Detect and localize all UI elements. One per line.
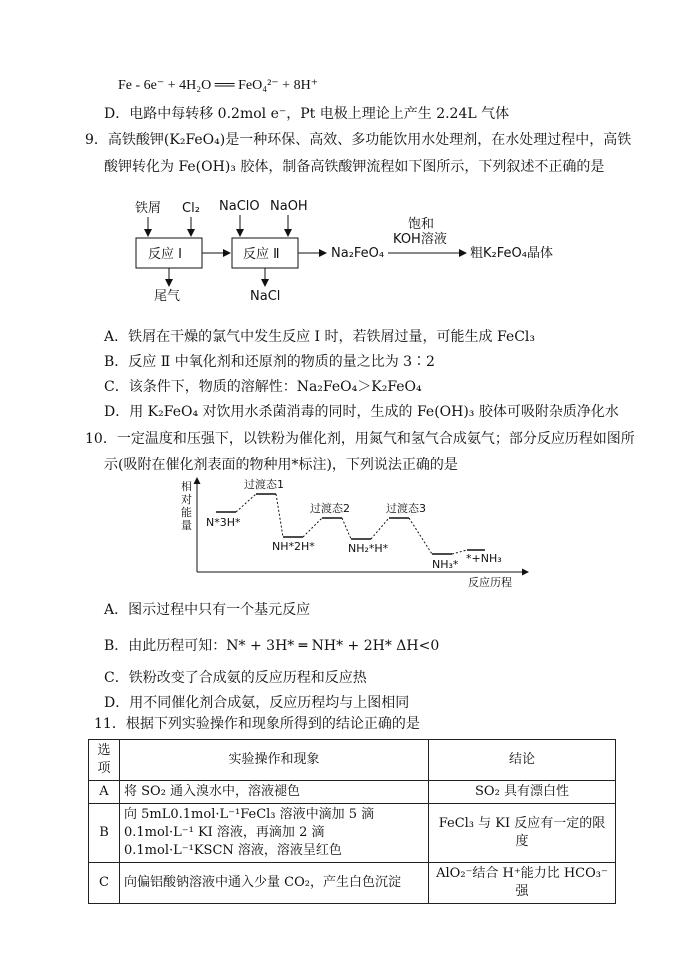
row-b-conclusion: FeCl₃ 与 KI 反应有一定的限度	[429, 804, 616, 863]
output-nacl: NaCl	[250, 289, 281, 304]
table-row	[89, 781, 616, 804]
output-tail-gas: 尾气	[154, 289, 181, 304]
product-k2feo4: 粗K₂FeO₄晶体	[470, 246, 553, 261]
ylabel-char-1: 相	[181, 480, 192, 493]
ylabel-char-3: 能	[181, 506, 192, 519]
input-naclo: NaClO	[219, 199, 260, 214]
input-chlorine: Cl₂	[182, 201, 200, 216]
state-label-2: 过渡态1	[244, 478, 284, 491]
state-label-8: *+NH₃	[466, 552, 502, 565]
x-axis-label: 反应历程	[468, 576, 512, 589]
ylabel-char-4: 量	[181, 519, 192, 532]
experiment-table	[88, 739, 616, 904]
header-conclusion: 结论	[429, 740, 616, 781]
reaction-1-label: 反应 Ⅰ	[148, 247, 182, 262]
input-naoh: NaOH	[270, 199, 308, 214]
q11-stem: 11．根据下列实验操作和现象所得到的结论正确的是	[94, 716, 420, 732]
row-c-option: C	[89, 863, 120, 904]
header-operation: 实验操作和现象	[120, 740, 429, 781]
state-label-5: NH₂*H*	[348, 542, 389, 555]
row-b-option: B	[89, 804, 120, 863]
q9-option-d: D．用 K₂FeO₄ 对饮用水杀菌消毒的同时，生成的 Fe(OH)₃ 胶体可吸附杂质净化水	[104, 404, 619, 420]
q9-option-b: B．反应 Ⅱ 中氧化剂和还原剂的物质的量之比为 3∶2	[104, 354, 435, 370]
table-header-row	[89, 740, 616, 781]
q8-option-d: D．电路中每转移 0.2mol e⁻，Pt 电极上理论上产生 2.24L 气体	[104, 106, 510, 122]
q9-stem-line2: 酸钾转化为 Fe(OH)₃ 胶体，制备高铁酸钾流程如下图所示，下列叙述不正确的是	[104, 159, 605, 175]
state-label-4: 过渡态2	[310, 502, 350, 515]
q9-option-c: C．该条件下，物质的溶解性：Na₂FeO₄＞K₂FeO₄	[104, 379, 422, 395]
energy-profile-chart	[0, 470, 692, 600]
equation-line: Fe - 6e⁻ + 4H₂O ══ FeO₄²⁻ + 8H⁺	[118, 78, 319, 93]
row-c-conclusion: AlO₂⁻结合 H⁺能力比 HCO₃⁻强	[429, 863, 616, 904]
row-a-operation: 将 SO₂ 通入溴水中，溶液褪色	[120, 781, 429, 804]
reaction-2-label: 反应 Ⅱ	[243, 247, 280, 262]
state-label-1: N*3H*	[206, 516, 241, 529]
q10-option-c: C．铁粉改变了合成氨的反应历程和反应热	[104, 670, 367, 686]
state-label-3: NH*2H*	[272, 540, 315, 553]
condition-line2: KOH溶液	[393, 232, 447, 247]
input-iron-scrap: 铁屑	[135, 201, 162, 216]
q10-stem-line2: 示(吸附在催化剂表面的物种用*标注)，下列说法正确的是	[104, 457, 458, 473]
q9-stem-line1: 9．高铁酸钾(K₂FeO₄)是一种环保、高效、多功能饮用水处理剂，在水处理过程中，高铁	[85, 132, 632, 148]
row-c-operation: 向偏铝酸钠溶液中通入少量 CO₂，产生白色沉淀	[120, 863, 429, 904]
state-label-7: NH₃*	[432, 558, 459, 571]
product-na2feo4: Na₂FeO₄	[331, 246, 385, 261]
q10-option-d: D．用不同催化剂合成氨，反应历程均与上图相同	[104, 695, 410, 711]
state-label-6: 过渡态3	[386, 502, 426, 515]
table-row	[89, 863, 616, 904]
header-option: 选项	[89, 740, 120, 781]
q9-option-a: A．铁屑在干燥的氯气中发生反应 Ⅰ 时，若铁屑过量，可能生成 FeCl₃	[104, 329, 536, 345]
q10-stem-line1: 10．一定温度和压强下，以铁粉为催化剂，用氮气和氢气合成氨气；部分反应历程如图所	[85, 431, 635, 447]
row-a-conclusion: SO₂ 具有漂白性	[429, 781, 616, 804]
row-b-operation: 向 5mL0.1mol·L⁻¹FeCl₃ 溶液中滴加 5 滴 0.1mol·L⁻¹ KI 溶液，再滴加 2 滴 0.1mol·L⁻¹KSCN 溶液，溶液呈红色	[120, 804, 429, 863]
table-row	[89, 804, 616, 863]
flow-diagram	[0, 190, 692, 310]
row-a-option: A	[89, 781, 120, 804]
ylabel-char-2: 对	[181, 493, 192, 506]
q10-option-b: B．由此历程可知：N* + 3H* ═ NH* + 2H* ΔH<0	[104, 638, 440, 654]
condition-line1: 饱和	[408, 217, 435, 232]
q10-option-a: A．图示过程中只有一个基元反应	[104, 602, 311, 618]
